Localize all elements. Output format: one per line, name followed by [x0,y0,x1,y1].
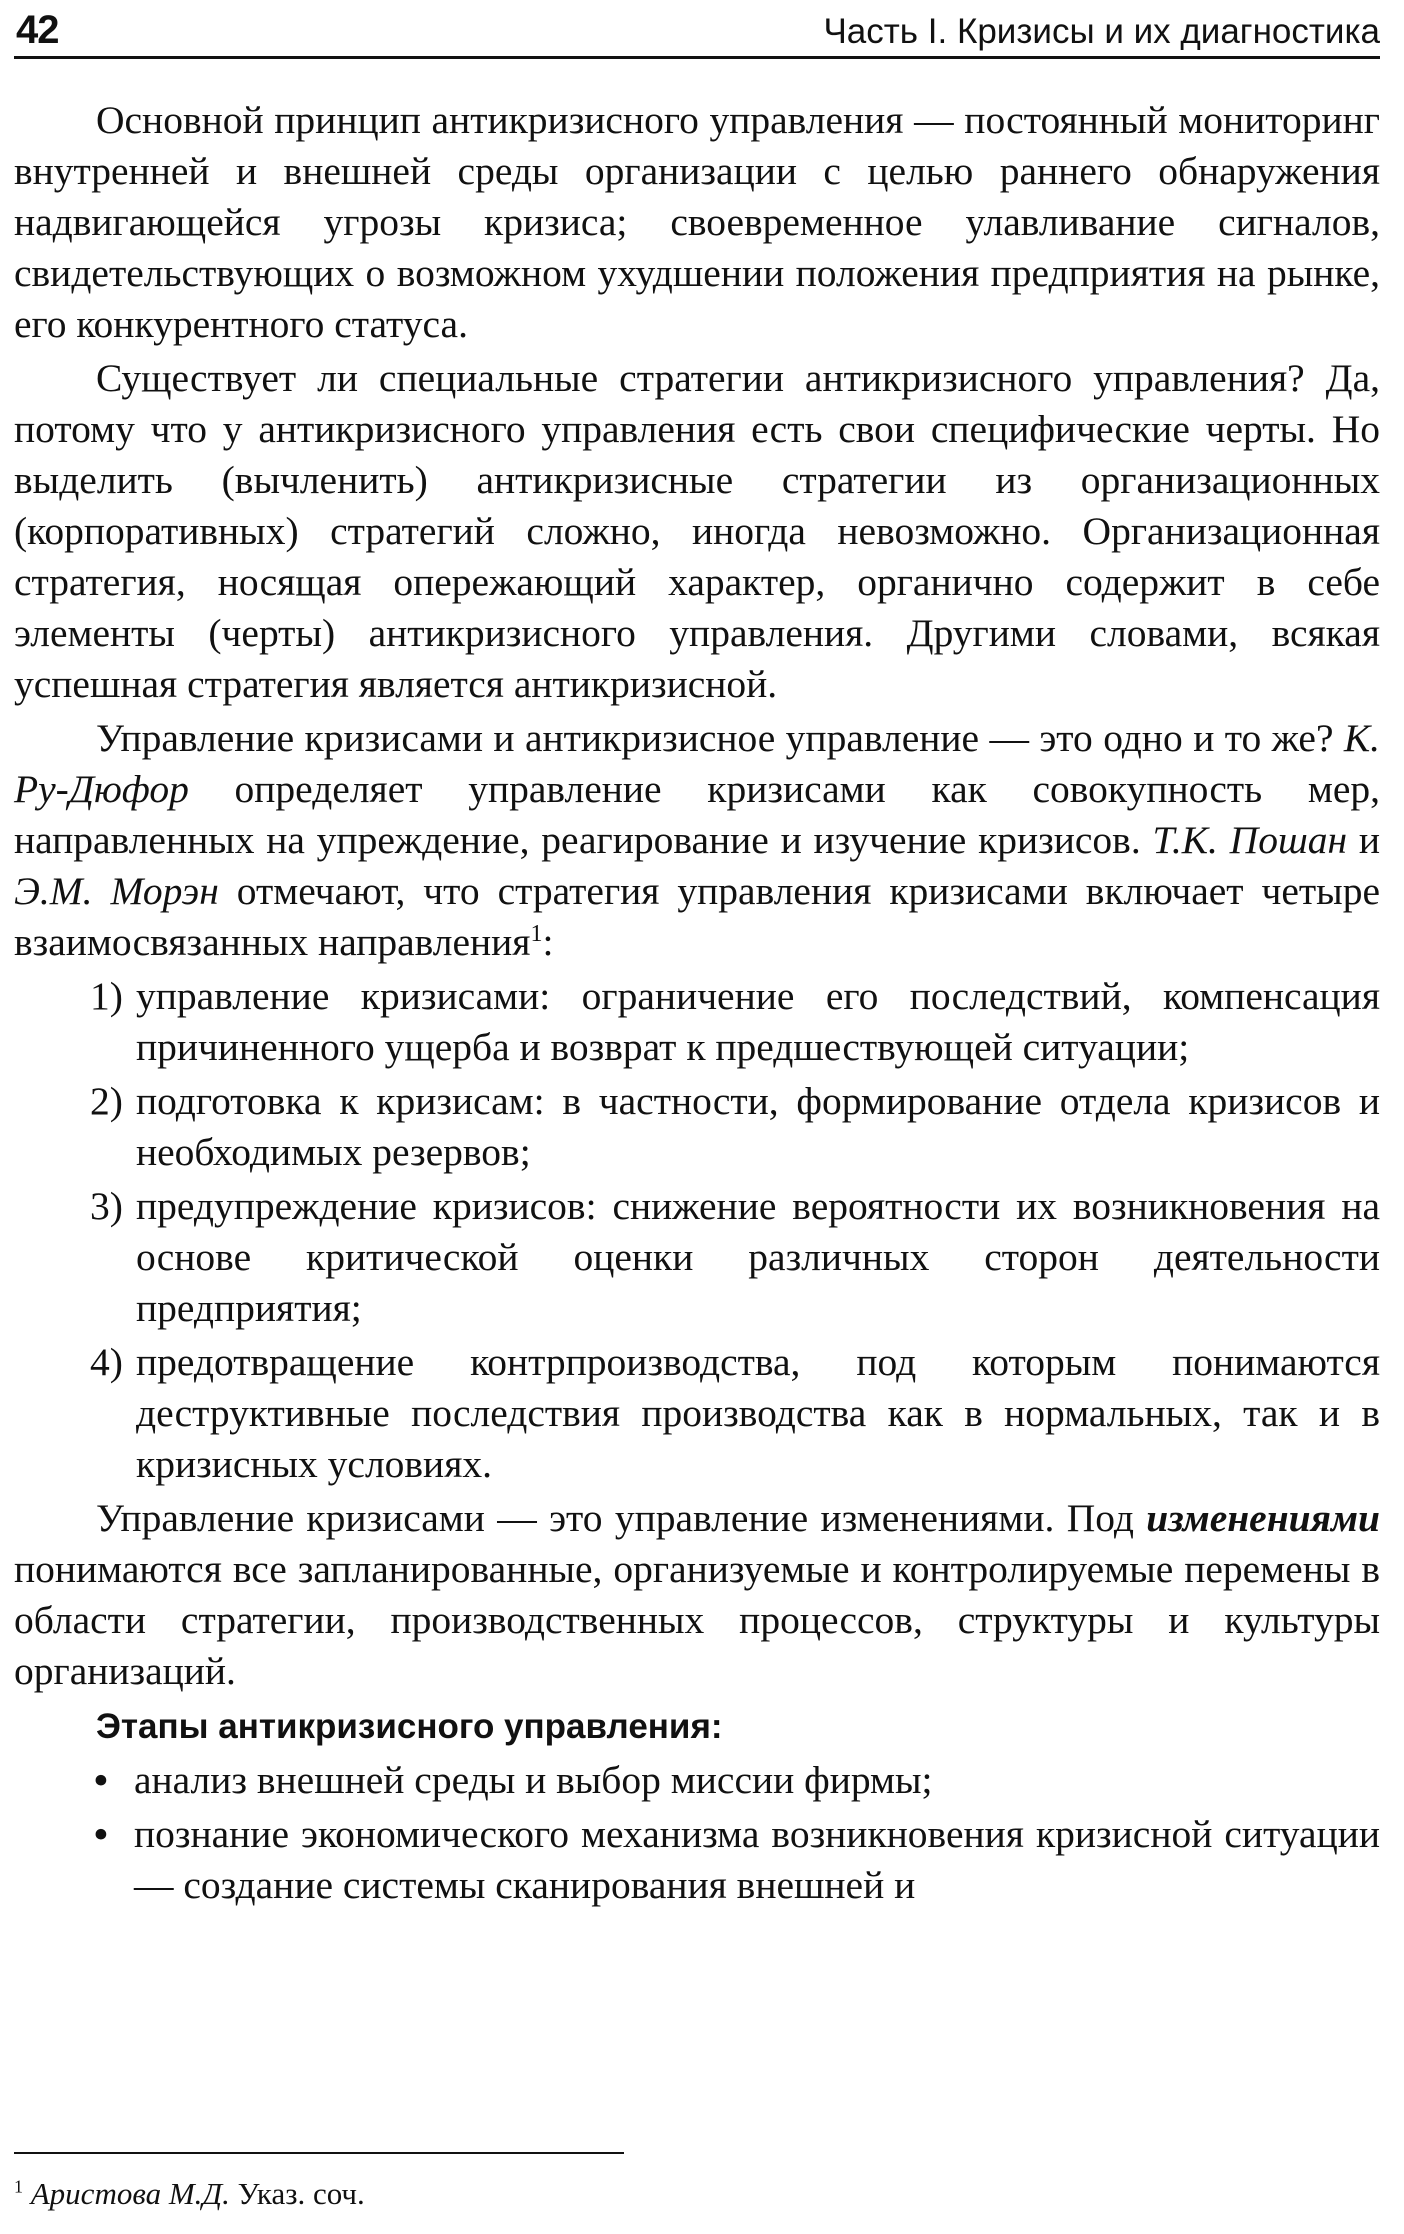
page-number: 42 [16,8,59,52]
footnote-mark: 1 [14,2176,23,2197]
footnote [14,2175,365,2213]
text-segment: Управление кризисами — это управление изменениями. Под [96,1496,1147,1540]
text-segment: понимаются все запланированные, организуемые и контролируемые перемены в области стратегии, производственных процессов, структуры и культуры организаций. [14,1547,1380,1693]
text-segment: Управление кризисами и антикризисное управление — это одно и то же? [96,716,1344,760]
bullet-icon: • [94,1812,108,1856]
list-item-text: анализ внешней среды и выбор миссии фирмы; [134,1758,933,1802]
list-item-number: 2) [90,1079,123,1123]
paragraph-change-management [14,1493,1380,1697]
author-name: Т.К. Пошан [1152,818,1348,862]
footnote-author: Аристова М.Д. [30,2176,230,2211]
text-segment: : [542,920,554,964]
list-item [90,971,1380,1073]
author-name: К. Ру-Дюфор [14,716,1380,811]
text-segment: и [1347,818,1380,862]
paragraph-monitoring-principle: Основной принцип антикризисного управления — постоянный мониторинг внутренней и внешней среды организации с целью раннего обнаружения надвигающейся угрозы кризиса; своевременное улавливание сигналов, свидетельствующих о возможном ухудшении положения предприятия на рынке, его конкурентного статуса. [14,98,1380,346]
footnote-text: Указ. соч. [229,2176,365,2211]
paragraph-crisis-management-definition [14,713,1380,968]
list-item [90,1076,1380,1178]
list-item-text: управление кризисами: ограничение его последствий, компенсация причиненного ущерба и возврат к предшествующей ситуации; [136,974,1380,1069]
text-segment: определяет управление кризисами как совокупность мер, направленных на упреждение, реагирование и изучение кризисов. [14,767,1380,862]
page-header [14,6,1380,59]
running-head: Часть I. Кризисы и их диагностика [823,12,1380,51]
author-name: Э.М. Морэн [14,869,219,913]
list-item-number: 1) [90,974,123,1018]
list-item [90,1337,1380,1490]
stages-heading-paragraph [14,1700,1380,1752]
emphasized-term: изменениями [1146,1496,1380,1540]
list-item-text: предупреждение кризисов: снижение вероятности их возникновения на основе критической оценки различных сторон деятельности предприятия; [136,1184,1380,1330]
list-item-number: 4) [90,1340,123,1384]
paragraph-special-strategies: Существует ли специальные стратегии антикризисного управления? Да, потому что у антикризисного управления есть свои специфические черты. Но выделить (вычленить) антикризисные стратегии из организационных (корпоративных) стратегий сложно, иногда невозможно. Организационная стратегия, носящая опережающий характер, органично содержит в себе элементы (черты) антикризисного управления. Другими словами, всякая успешная стратегия является антикризисной. [14,356,1380,706]
footnote-reference: 1 [530,920,543,947]
text-segment: отмечают, что стратегия управления кризисами включает четыре взаимосвязанных направления [14,869,1380,964]
list-item [94,1755,1380,1806]
list-item-text: предотвращение контрпроизводства, под которым понимаются деструктивные последствия производства как в нормальных, так и в кризисных условиях. [136,1340,1380,1486]
bullet-icon: • [94,1758,108,1802]
list-item-text: подготовка к кризисам: в частности, формирование отдела кризисов и необходимых резервов; [136,1079,1380,1174]
stages-list [14,1755,1380,1911]
list-item [94,1809,1380,1911]
stages-heading: Этапы антикризисного управления: [96,1707,723,1746]
footnote-divider [14,2152,624,2154]
list-item-text: познание экономического механизма возникновения кризисной ситуации — создание системы сканирования внешней и [134,1812,1380,1907]
page-body [14,95,1380,1914]
directions-list [14,971,1380,1490]
list-item [90,1181,1380,1334]
list-item-number: 3) [90,1184,123,1228]
